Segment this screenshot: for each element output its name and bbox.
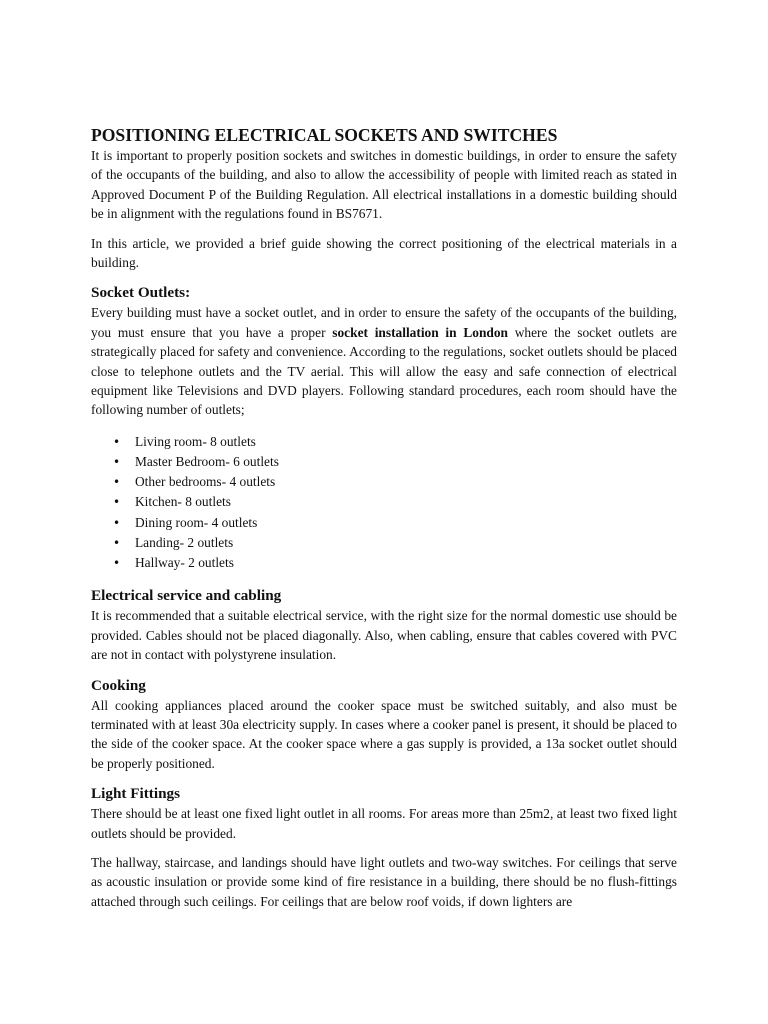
socket-outlets-text-before: Every building must have a socket outlet, and in order to ensure the safety of the occupants of the building, you must ensure that you have a proper: [91, 305, 677, 340]
document-body: [91, 124, 677, 911]
socket-outlets-text-after: where the socket outlets are strategically placed for safety and convenience. According to the regulations, socket outlets should be placed close to telephone outlets and the TV aerial. This will allow the easy and safe connection of electrical equipment like Televisions and DVD players. Following standard procedures, each room should have the following number of outlets;: [91, 324, 677, 418]
outlets-list: [91, 432, 677, 573]
intro-paragraph-2: In this article, we provided a brief guide showing the correct positioning of the electrical materials in a building.: [91, 235, 677, 271]
section-heading-socket-outlets: Socket Outlets:: [91, 284, 191, 302]
list-item: • Dining room- 4 outlets: [135, 513, 677, 533]
intro-paragraph-1: It is important to properly position sockets and switches in domestic buildings, in order to ensure the safety of the occupants of the building, and also to allow the accessibility of people with limited reach as stated in Approved Document P of the Building Regulation. All electrical installations in a domestic building should be in alignment with the regulations found in BS7671.: [91, 148, 677, 222]
light-fittings-paragraph-1: There should be at least one fixed light outlet in all rooms. For areas more than 25m2, at least two fixed light outlets should be provided.: [91, 806, 677, 841]
section-heading-light-fittings: Light Fittings: [91, 785, 181, 803]
page-title: POSITIONING ELECTRICAL SOCKETS AND SWITCHES: [91, 125, 558, 145]
list-item: • Landing- 2 outlets: [135, 533, 677, 553]
list-item: • Kitchen- 8 outlets: [135, 492, 677, 512]
section-heading-electrical-service: Electrical service and cabling: [91, 587, 282, 605]
list-item: • Master Bedroom- 6 outlets: [135, 452, 677, 472]
socket-installation-link[interactable]: socket installation in London: [332, 324, 508, 340]
list-item: • Living room- 8 outlets: [135, 432, 677, 452]
light-fittings-paragraph-2: The hallway, staircase, and landings should have light outlets and two-way switches. For ceilings that serve as acoustic insulation or provide some kind of fire resistance in a building, there should be no flush-fittings attached through such ceilings. For ceilings that are below roof voids, if down lighters are: [91, 854, 677, 909]
cooking-paragraph: All cooking appliances placed around the cooker space must be switched suitably, and also must be terminated with at least 30a electricity supply. In cases where a cooker panel is present, it should be placed to the side of the cooker space. At the cooker space where a gas supply is provided, a 13a socket outlet should be properly positioned.: [91, 697, 677, 771]
electrical-service-paragraph: It is recommended that a suitable electrical service, with the right size for the normal domestic use should be provided. Cables should not be placed diagonally. Also, when cabling, ensure that cables covered with PVC are not in contact with polystyrene insulation.: [91, 608, 677, 663]
section-heading-cooking: Cooking: [91, 676, 146, 694]
list-item: • Hallway- 2 outlets: [135, 553, 677, 573]
list-item: • Other bedrooms- 4 outlets: [135, 472, 677, 492]
socket-outlets-paragraph: [91, 303, 677, 419]
